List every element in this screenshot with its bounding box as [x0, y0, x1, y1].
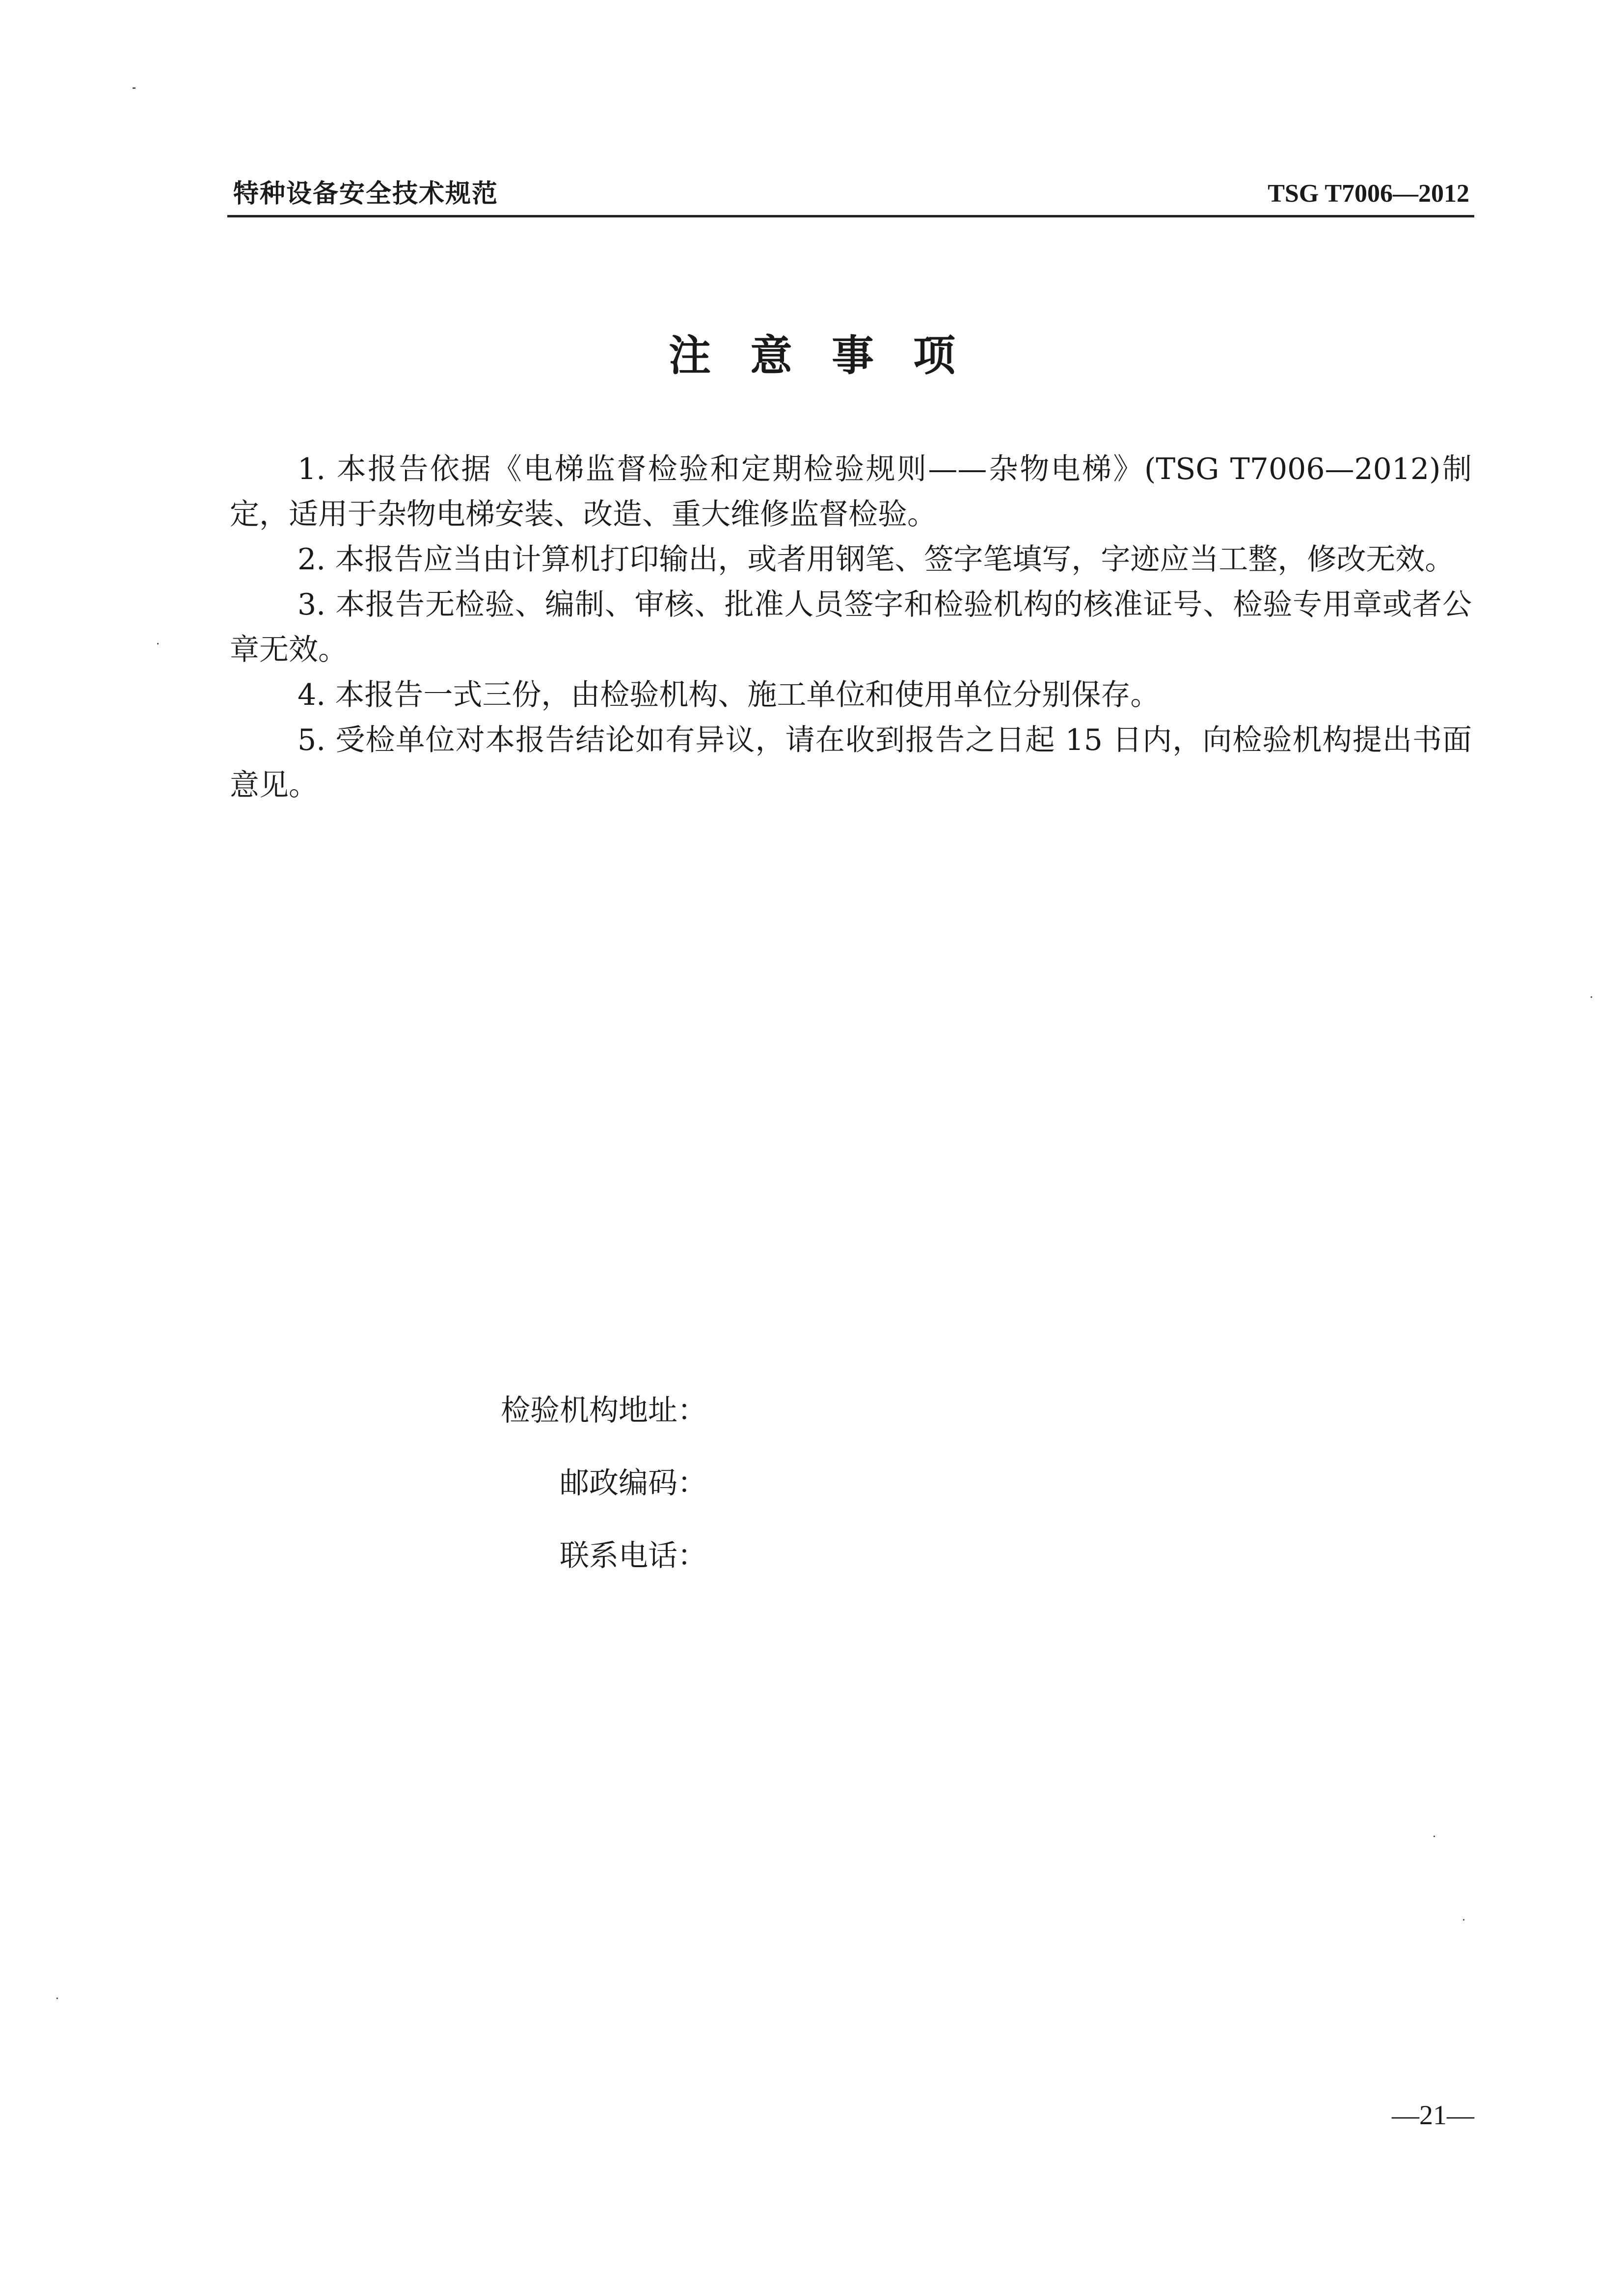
note-item-3: 3. 本报告无检验、编制、审核、批准人员签字和检验机构的核准证号、检验专用章或者公章无效。: [230, 587, 1472, 667]
note-item-2: 2. 本报告应当由计算机打印输出，或者用钢笔、签字笔填写，字迹应当工整，修改无效。: [298, 542, 1455, 577]
scan-speck: [56, 1998, 58, 1999]
header-standard-code: TSG T7006—2012: [1268, 180, 1469, 208]
scan-speck: [157, 643, 159, 644]
header-series-title: 特种设备安全技术规范: [233, 179, 499, 209]
scan-speck: [1591, 996, 1592, 998]
note-item-5: 5. 受检单位对本报告结论如有异议，请在收到报告之日起 15 日内，向检验机构提出书面意见。: [230, 723, 1472, 802]
note-item-1: 1. 本报告依据《电梯监督检验和定期检验规则——杂物电梯》(TSG T7006—2012)制定，适用于杂物电梯安装、改造、重大维修监督检验。: [230, 452, 1472, 532]
scan-speck: [133, 87, 135, 89]
contact-block: [491, 1374, 707, 1592]
scan-speck: [1434, 1836, 1435, 1837]
note-item-4: 4. 本报告一式三份，由检验机构、施工单位和使用单位分别保存。: [298, 678, 1160, 712]
phone-label: 联系电话：: [560, 1539, 707, 1573]
page-title: 注意事项: [669, 331, 995, 380]
postcode-label: 邮政编码：: [560, 1466, 707, 1500]
header-rule: [227, 215, 1474, 217]
running-header: [227, 174, 1474, 214]
notes-list: [230, 447, 1472, 808]
page-number: —21—: [1392, 2100, 1474, 2131]
address-label: 检验机构地址：: [501, 1393, 707, 1428]
scan-speck: [1463, 1919, 1464, 1921]
